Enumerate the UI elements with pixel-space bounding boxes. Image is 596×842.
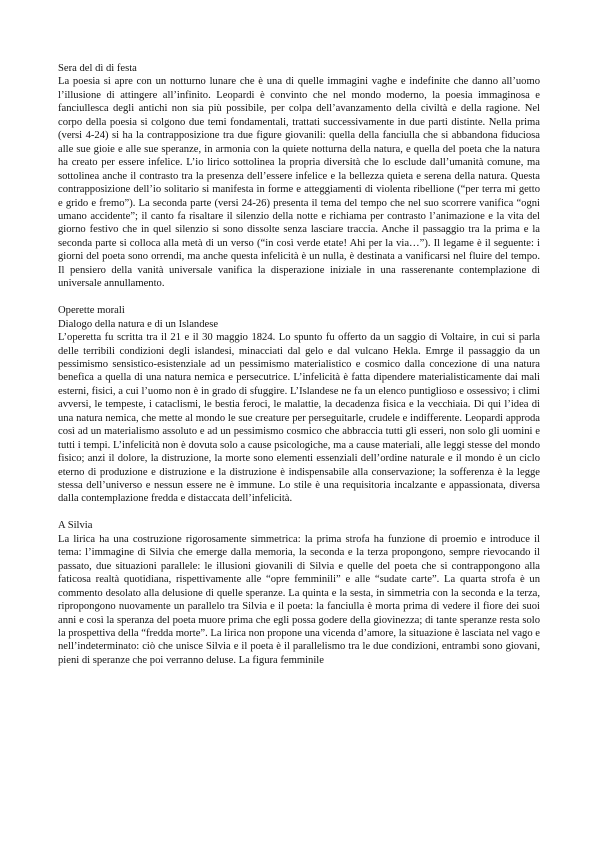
- section-operette-morali: [58, 304, 540, 506]
- section-paragraph: L’operetta fu scritta tra il 21 e il 30 maggio 1824. Lo spunto fu offerto da un saggio di Voltaire, in cui si parla delle terribili condizioni degli islandesi, minacciati dal gelo e dal vulcano Hekla. Emrge il passaggio da un pessimismo sensistico-esistenziale ad un pessimismo materialistico e cosmico dalla concezione di una natura benefica a quella di una natura nemica e persecutrice. L’infelicità è fatta dipendere materialisticamente dai mali esterni, fisici, a cui l’uomo non è in grado di sfuggire. L’Islandese ne fa un elenco puntiglioso e ossessivo; i climi avversi, le tempeste, i cataclismi, le bestia feroci, le malattie, la decadenza fisica e la vecchiaia. Di qui l’idea di una natura nemica, che mette al mondo le sue creature per perseguitarle, crudele e indifferente. Leopardi approda così ad un materialismo assoluto e ad un pessimismo cosmico che abbraccia tutti gli esseri, non solo gli uomini e tutti i tempi. L’infelicità non è dovuta solo a cause psicologiche, ma a cause materiali, alle leggi stesse del mondo fisico; anzi il dolore, la distruzione, la morte sono elementi essenziali dell’ordine naturale e il mondo è un ciclo eterno di produzione e distruzione e la distruzione è indispensabile alla conservazione; la sofferenza è la legge stessa dell’universo e nessun essere ne è immune. Lo stile è una requisitoria incalzante e appassionata, diversa dalla contemplazione fredda e distaccata dell’infelicità.: [58, 332, 540, 505]
- section-sera-del-di-di-festa: [58, 62, 540, 291]
- section-title: Operette morali: [58, 305, 125, 317]
- section-subtitle: Dialogo della natura e di un Islandese: [58, 318, 219, 330]
- section-title: A Silvia: [58, 520, 93, 532]
- section-title: Sera del dì di festa: [58, 63, 137, 74]
- section-a-silvia: [58, 519, 540, 667]
- document-page: [58, 62, 540, 681]
- section-paragraph: La poesia si apre con un notturno lunare che è una di quelle immagini vaghe e indefinite che danno all’uomo l’illusione di attingere all’infinito. Leopardi è convinto che nel mondo moderno, la poesia immaginosa e fanciullesca degli antichi non sia più possibile, per colpa dell’avanzamento della civiltà e della ragione. Nel corpo della poesia si colgono due temi fondamentali, trattati successivamente in due parti distinte. Nella prima (versi 4-24) si ha la contrapposizione tra due figure giovanili: quella della fanciulla che si abbandona fiduciosa alle sue gioie e alle sue speranze, in armonia con la quiete notturna della natura, e quella del poeta che la natura ha creato per essere infelice. L’io lirico sottolinea la propria diversità che lo esclude dall’umanità comune, ma sottolinea anche il contrasto tra la presenza dell’essere infelice e la bellezza quieta e serena della natura. Questa contrapposizione dell’io solitario si manifesta in forme e atteggiamenti di violenta ribellione (“per terra mi getto e grido e fremo”). La seconda parte (versi 24-26) presenta il tema del tempo che nel suo scorrere vanifica “ogni umano accidente”; il canto fa risaltare il silenzio della notte e richiama per contrasto l’animazione e la vita del giorno festivo che in quel silenzio si sono dissolte senza lasciare traccia. Anche il passaggio tra la prima e la seconda parte si colloca alla metà di un verso (“in così verde etate! Ahi per la via…”). Il legame è il seguente: i giorni del poeta sono orrendi, ma anche questa infelicità è un nulla, è destinata a vanificarsi nel fluire del tempo. Il pensiero della vanità universale vanifica la disperazione iniziale in una rasserenante contemplazione di universale annullamento.: [58, 76, 540, 290]
- section-paragraph: La lirica ha una costruzione rigorosamente simmetrica: la prima strofa ha funzione di proemio e introduce il tema: l’immagine di Silvia che emerge dalla memoria, la seconda e la terza propongono, sempre rievocando il passato, due situazioni parallele: le illusioni giovanili di Silvia e quelle del poeta che si contrappongono alla faticosa realtà quotidiana, rispettivamente alle “opre femminili” e alle “sudate carte”. La quarta strofa è un commento desolato alla delusione di quelle speranze. La quinta e la sesta, in simmetria con la seconda e la terza, ripropongono nuovamente un parallelo tra Silvia e il poeta: la fanciulla è morta prima di vedere il fiore dei suoi anni e così la speranza del poeta muore prima che egli possa godere della giovinezza; di tante speranze resta solo la prospettiva della “fredda morte”. La lirica non propone una vicenda d’amore, la situazione è lasciata nel vago e nell’indeterminato: ciò che unisce Silvia e il poeta è il parallelismo tra le due condizioni, entrambi sono giovani, pieni di speranze che poi verranno deluse. La figura femminile: [58, 533, 540, 666]
